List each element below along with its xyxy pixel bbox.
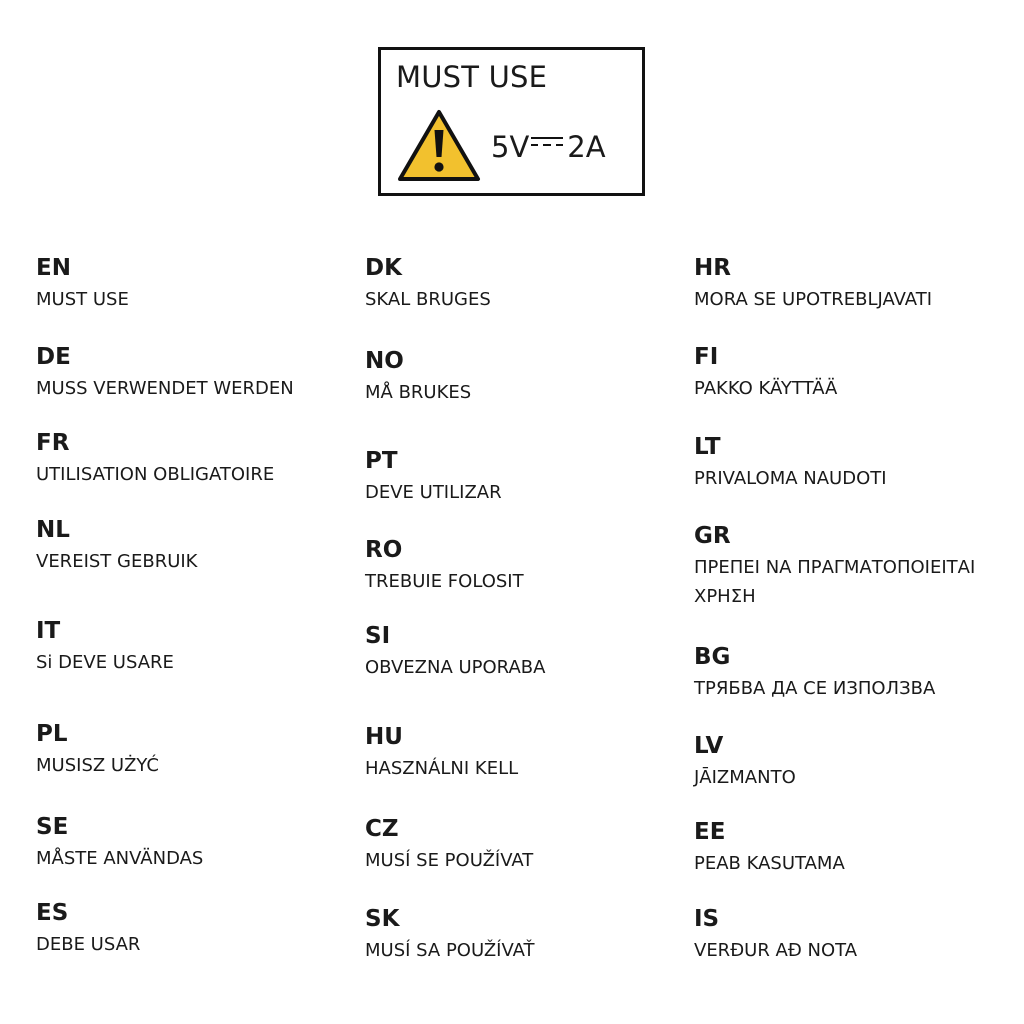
language-text: MUSISZ UŻYĆ xyxy=(36,755,160,776)
language-code: EN xyxy=(36,255,71,281)
language-text: SKAL BRUGES xyxy=(365,289,491,310)
language-code: EE xyxy=(694,819,726,845)
language-text: ТРЯБВА ДА СЕ ИЗПОЛЗВА xyxy=(694,678,936,699)
language-text: TREBUIE FOLOSIT xyxy=(365,571,524,592)
language-entry xyxy=(365,536,524,596)
language-entry xyxy=(36,617,174,677)
language-text: VEREIST GEBRUIK xyxy=(36,551,198,572)
voltage-value: 5V xyxy=(491,130,530,164)
language-text: MUST USE xyxy=(36,289,129,310)
language-entry xyxy=(694,905,857,965)
language-code: HU xyxy=(365,724,403,750)
language-text: MUSÍ SE POUŽÍVAT xyxy=(365,850,534,871)
language-entry xyxy=(365,905,535,965)
language-code: IS xyxy=(694,906,720,932)
language-entry xyxy=(365,447,502,507)
language-code: DE xyxy=(36,344,71,370)
language-code: PL xyxy=(36,721,68,747)
language-text: MUSS VERWENDET WERDEN xyxy=(36,378,294,399)
direct-current-symbol-icon xyxy=(530,136,564,148)
language-entry xyxy=(694,254,932,314)
language-text: MUSÍ SA POUŽÍVAŤ xyxy=(365,940,535,961)
language-entry xyxy=(365,347,471,407)
language-code: HR xyxy=(694,255,731,281)
language-code: FR xyxy=(36,430,70,456)
rating xyxy=(491,130,606,164)
language-code: GR xyxy=(694,523,731,549)
language-code: RO xyxy=(365,537,403,563)
language-text: MÅ BRUKES xyxy=(365,382,472,403)
language-code: FI xyxy=(694,344,719,370)
language-entry xyxy=(365,723,518,783)
language-entry xyxy=(36,720,159,780)
language-entry xyxy=(694,433,887,493)
language-text: VERÐUR AÐ NOTA xyxy=(694,940,858,961)
language-text: PEAB KASUTAMA xyxy=(694,853,845,874)
language-text: Si DEVE USARE xyxy=(36,652,174,673)
label-title: MUST USE xyxy=(396,60,548,94)
language-entry xyxy=(365,815,533,875)
warning-triangle-icon xyxy=(397,108,481,182)
language-code: ES xyxy=(36,900,69,926)
language-text: MORA SE UPOTREBLJAVATI xyxy=(694,289,933,310)
language-entry xyxy=(36,429,274,489)
language-text: ΠΡΕΠΕΙ ΝΑ ΠΡΑΓΜΑΤΟΠΟΙΕΙΤΑΙ xyxy=(694,557,976,578)
language-code: DK xyxy=(365,255,402,281)
language-text: PRIVALOMA NAUDOTI xyxy=(694,468,887,489)
language-text: DEBE USAR xyxy=(36,934,141,955)
language-entry xyxy=(694,643,935,703)
language-code: SE xyxy=(36,814,69,840)
must-use-label xyxy=(378,47,645,196)
language-entry xyxy=(694,522,975,611)
language-text: MÅSTE ANVÄNDAS xyxy=(36,848,204,869)
language-code: CZ xyxy=(365,816,399,842)
language-entry xyxy=(694,818,845,878)
language-code: BG xyxy=(694,644,731,670)
language-entry xyxy=(36,343,294,403)
language-text: PAKKO KÄYTTÄÄ xyxy=(694,378,838,399)
language-text: HASZNÁLNI KELL xyxy=(365,758,519,779)
language-entry xyxy=(36,813,203,873)
language-code: IT xyxy=(36,618,61,644)
language-text: UTILISATION OBLIGATOIRE xyxy=(36,464,275,485)
current-value: 2A xyxy=(567,130,606,164)
language-entry xyxy=(365,254,491,314)
language-code: NO xyxy=(365,348,404,374)
language-code: SK xyxy=(365,906,400,932)
language-entry xyxy=(36,254,129,314)
language-code: LV xyxy=(694,733,724,759)
language-code: PT xyxy=(365,448,398,474)
language-text: DEVE UTILIZAR xyxy=(365,482,502,503)
language-entry xyxy=(694,732,796,792)
language-entry xyxy=(694,343,837,403)
language-text: OBVEZNA UPORABA xyxy=(365,657,546,678)
language-text: JĀIZMANTO xyxy=(694,767,796,788)
language-entry xyxy=(365,622,545,682)
language-text-line-2: ΧΡΗΣΗ xyxy=(694,586,756,607)
language-code: SI xyxy=(365,623,391,649)
language-entry xyxy=(36,516,197,576)
language-entry xyxy=(36,899,140,959)
language-code: LT xyxy=(694,434,721,460)
language-code: NL xyxy=(36,517,70,543)
